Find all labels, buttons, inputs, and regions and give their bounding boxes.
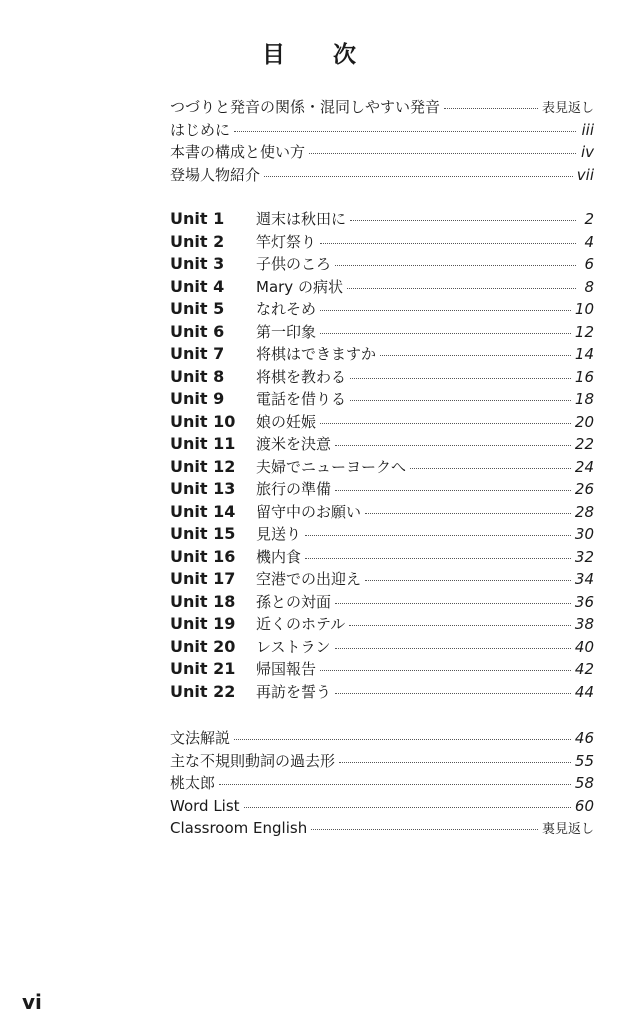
toc-entry-label: 主な不規則動詞の過去形 — [170, 751, 336, 770]
unit-page: 40 — [574, 637, 594, 656]
unit-entry[interactable] — [170, 298, 594, 321]
dot-leader — [219, 783, 571, 785]
dot-leader — [347, 287, 576, 289]
unit-title: 子供のころ — [256, 255, 332, 273]
unit-entry[interactable] — [170, 456, 594, 479]
unit-page: 10 — [574, 300, 594, 318]
unit-page: 44 — [574, 682, 594, 701]
unit-entry[interactable] — [170, 231, 594, 254]
unit-number: Unit 18 — [170, 591, 236, 611]
unit-page: 22 — [574, 435, 594, 453]
toc-entry[interactable] — [170, 750, 594, 773]
toc-entry-label: 登場人物紹介 — [170, 165, 261, 184]
page-title: 目 次 — [261, 42, 376, 68]
dot-leader — [244, 806, 571, 808]
unit-entry[interactable] — [170, 478, 594, 501]
unit-page: 8 — [584, 277, 594, 296]
unit-title: 近くのホテル — [256, 615, 346, 633]
toc-entry-label: Word List — [170, 796, 240, 815]
toc-entry-page: 裏見返し — [541, 822, 594, 837]
unit-entry[interactable] — [170, 523, 594, 546]
unit-entry[interactable] — [170, 658, 594, 681]
unit-entry[interactable] — [170, 681, 594, 704]
unit-entry[interactable] — [170, 366, 594, 389]
dot-leader — [335, 264, 576, 266]
unit-entry[interactable] — [170, 343, 594, 366]
units-list — [170, 208, 594, 703]
unit-title: 見送り — [256, 525, 302, 543]
unit-page: 42 — [574, 660, 594, 678]
toc-entry-label: 文法解説 — [170, 729, 231, 747]
toc-entry-label: 本書の構成と使い方 — [170, 143, 306, 161]
unit-number: Unit 20 — [170, 636, 236, 656]
dot-leader — [349, 624, 571, 626]
dot-leader — [234, 738, 571, 740]
toc-entry-label: 桃太郎 — [170, 774, 216, 792]
unit-number: Unit 2 — [170, 231, 225, 251]
dot-leader — [320, 422, 571, 424]
unit-page: 4 — [584, 232, 594, 251]
unit-entry[interactable] — [170, 276, 594, 299]
unit-number: Unit 9 — [170, 389, 225, 408]
toc-entry-page: 46 — [574, 729, 594, 747]
unit-number: Unit 8 — [170, 366, 225, 386]
unit-number: Unit 12 — [170, 456, 236, 476]
dot-leader — [335, 602, 571, 604]
unit-number: Unit 1 — [170, 209, 225, 228]
toc-entry-page: iii — [581, 120, 594, 139]
unit-title: 渡米を決意 — [256, 435, 332, 453]
unit-page: 38 — [574, 615, 594, 633]
unit-entry[interactable] — [170, 433, 594, 456]
toc-entry-label: つづりと発音の関係・混同しやすい発音 — [170, 98, 441, 116]
unit-entry[interactable] — [170, 613, 594, 636]
dot-leader — [335, 647, 571, 649]
unit-title: 孫との対面 — [256, 592, 332, 611]
dot-leader — [350, 219, 576, 221]
dot-leader — [309, 152, 576, 154]
dot-leader — [335, 489, 571, 491]
dot-leader — [444, 107, 538, 109]
unit-number: Unit 7 — [170, 344, 225, 363]
dot-leader — [365, 512, 571, 514]
toc-entry[interactable] — [170, 795, 594, 818]
dot-leader — [320, 242, 576, 244]
dot-leader — [311, 828, 538, 830]
dot-leader — [320, 309, 571, 311]
unit-page: 12 — [574, 322, 594, 341]
unit-number: Unit 3 — [170, 254, 225, 273]
unit-page: 30 — [574, 525, 594, 543]
unit-title: 竿灯祭り — [256, 232, 317, 251]
toc-entry[interactable] — [170, 772, 594, 795]
unit-title: 将棋はできますか — [256, 345, 377, 363]
unit-page: 26 — [574, 480, 594, 498]
footer-page-number: vi — [22, 990, 42, 1014]
unit-title: なれそめ — [256, 300, 317, 318]
toc-entry-page: 表見返し — [541, 101, 594, 116]
unit-page: 36 — [574, 592, 594, 611]
back-matter-list — [170, 727, 594, 840]
toc-entry-page: iv — [580, 143, 594, 161]
toc-entry[interactable] — [170, 96, 594, 119]
unit-page: 28 — [574, 502, 594, 521]
unit-number: Unit 4 — [170, 276, 225, 296]
unit-title: 夫婦でニューヨークへ — [256, 457, 407, 476]
unit-number: Unit 10 — [170, 411, 236, 431]
dot-leader — [335, 444, 571, 446]
dot-leader — [264, 175, 573, 177]
dot-leader — [320, 669, 571, 671]
unit-entry[interactable] — [170, 568, 594, 591]
toc-entry-page: 58 — [574, 774, 594, 792]
unit-number: Unit 13 — [170, 479, 236, 498]
unit-title: Mary の病状 — [256, 277, 343, 296]
dot-leader — [305, 534, 571, 536]
unit-number: Unit 19 — [170, 614, 236, 633]
front-matter-list — [170, 96, 594, 186]
unit-entry[interactable] — [170, 253, 594, 276]
toc-entry[interactable] — [170, 141, 594, 164]
unit-title: 週末は秋田に — [256, 210, 347, 228]
toc-entry-page: 60 — [574, 796, 594, 815]
unit-page: 18 — [574, 390, 594, 408]
unit-page: 16 — [574, 367, 594, 386]
unit-entry[interactable] — [170, 546, 594, 569]
unit-title: 機内食 — [256, 547, 302, 566]
unit-number: Unit 11 — [170, 434, 236, 453]
unit-title: 再訪を誓う — [256, 682, 332, 701]
unit-number: Unit 21 — [170, 659, 236, 678]
dot-leader — [305, 557, 571, 559]
unit-page: 14 — [574, 345, 594, 363]
unit-page: 20 — [574, 412, 594, 431]
unit-entry[interactable] — [170, 411, 594, 434]
toc-entry-label: はじめに — [170, 120, 231, 139]
dot-leader — [350, 399, 571, 401]
unit-entry[interactable] — [170, 208, 594, 231]
unit-title: 第一印象 — [256, 322, 317, 341]
unit-page: 32 — [574, 547, 594, 566]
unit-title: 帰国報告 — [256, 660, 317, 678]
unit-title: レストラン — [256, 637, 331, 656]
unit-number: Unit 14 — [170, 501, 236, 521]
toc-entry[interactable] — [170, 164, 594, 187]
dot-leader — [320, 332, 571, 334]
unit-entry[interactable] — [170, 636, 594, 659]
dot-leader — [380, 354, 571, 356]
unit-page: 34 — [574, 570, 594, 588]
toc-entry[interactable] — [170, 727, 594, 750]
dot-leader — [335, 692, 571, 694]
unit-page: 24 — [574, 457, 594, 476]
toc-entry[interactable] — [170, 119, 594, 142]
unit-title: 空港での出迎え — [256, 570, 362, 588]
unit-title: 電話を借りる — [256, 390, 347, 408]
unit-page: 6 — [584, 255, 594, 273]
unit-number: Unit 5 — [170, 299, 225, 318]
unit-number: Unit 16 — [170, 546, 236, 566]
unit-number: Unit 17 — [170, 569, 236, 588]
unit-title: 娘の妊娠 — [256, 412, 317, 431]
unit-number: Unit 15 — [170, 524, 236, 543]
dot-leader — [234, 130, 576, 132]
unit-entry[interactable] — [170, 501, 594, 524]
unit-number: Unit 6 — [170, 321, 225, 341]
toc-entry-label: Classroom English — [170, 819, 308, 837]
unit-title: 将棋を教わる — [256, 367, 347, 386]
unit-entry[interactable] — [170, 591, 594, 614]
unit-number: Unit 22 — [170, 681, 236, 701]
dot-leader — [350, 377, 571, 379]
toc-entry[interactable] — [170, 817, 594, 840]
dot-leader — [339, 761, 571, 763]
toc-entry-page: 55 — [574, 751, 594, 770]
unit-entry[interactable] — [170, 321, 594, 344]
dot-leader — [410, 467, 571, 469]
dot-leader — [365, 579, 571, 581]
unit-title: 留守中のお願い — [256, 502, 362, 521]
unit-title: 旅行の準備 — [256, 480, 332, 498]
toc-entry-page: vii — [576, 165, 594, 184]
unit-page: 2 — [584, 210, 594, 228]
unit-entry[interactable] — [170, 388, 594, 411]
